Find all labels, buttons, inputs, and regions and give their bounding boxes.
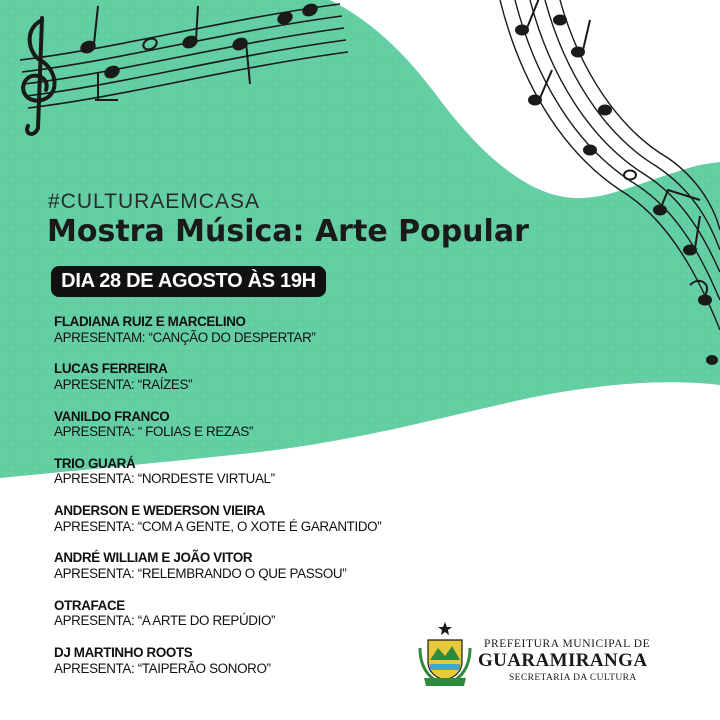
- performance-title: APRESENTA: “A ARTE DO REPÚDIO”: [54, 613, 276, 629]
- logo-line-2: GUARAMIRANGA: [478, 650, 648, 671]
- list-item: [54, 456, 434, 503]
- performer-name: VANILDO FRANCO: [54, 408, 170, 424]
- date-badge: DIA 28 DE AGOSTO ÀS 19H: [51, 266, 326, 297]
- list-item: [54, 314, 434, 361]
- hashtag: #CULTURAEMCASA: [48, 190, 260, 213]
- list-item: [54, 550, 434, 597]
- logo-line-3: SECRETARIA DA CULTURA: [509, 673, 637, 683]
- list-item: [54, 503, 434, 550]
- performer-name: OTRAFACE: [54, 597, 125, 613]
- performer-name: LUCAS FERREIRA: [54, 361, 168, 377]
- performance-title: APRESENTAM: “CANÇÃO DO DESPERTAR”: [54, 329, 316, 345]
- logo-line-1: PREFEITURA MUNICIPAL DE: [484, 638, 651, 650]
- list-item: [54, 645, 434, 692]
- performance-title: APRESENTA: “RELEMBRANDO O QUE PASSOU”: [54, 565, 347, 581]
- performer-name: FLADIANA RUIZ E MARCELINO: [54, 314, 246, 329]
- list-item: [54, 361, 434, 408]
- lineup-list: [54, 314, 434, 692]
- performance-title: APRESENTA: “COM A GENTE, O XOTE É GARANTIDO”: [54, 518, 382, 534]
- performer-name: ANDRÉ WILLIAM E JOÃO VITOR: [54, 550, 253, 566]
- performer-name: TRIO GUARÁ: [54, 455, 136, 471]
- performance-title: APRESENTA: “NORDESTE VIRTUAL”: [54, 471, 275, 487]
- performer-name: ANDERSON E WEDERSON VIEIRA: [54, 503, 266, 519]
- performance-title: APRESENTA: “RAÍZES”: [54, 376, 193, 392]
- list-item: [54, 598, 434, 645]
- page-title: Mostra Música: Arte Popular: [47, 214, 529, 249]
- prefeitura-logo: [416, 618, 676, 688]
- performance-title: APRESENTA: “TAIPERÃO SONORO”: [54, 660, 271, 676]
- list-item: [54, 409, 434, 456]
- performance-title: APRESENTA: “ FOLIAS E REZAS”: [54, 424, 254, 440]
- performer-name: DJ MARTINHO ROOTS: [54, 645, 193, 661]
